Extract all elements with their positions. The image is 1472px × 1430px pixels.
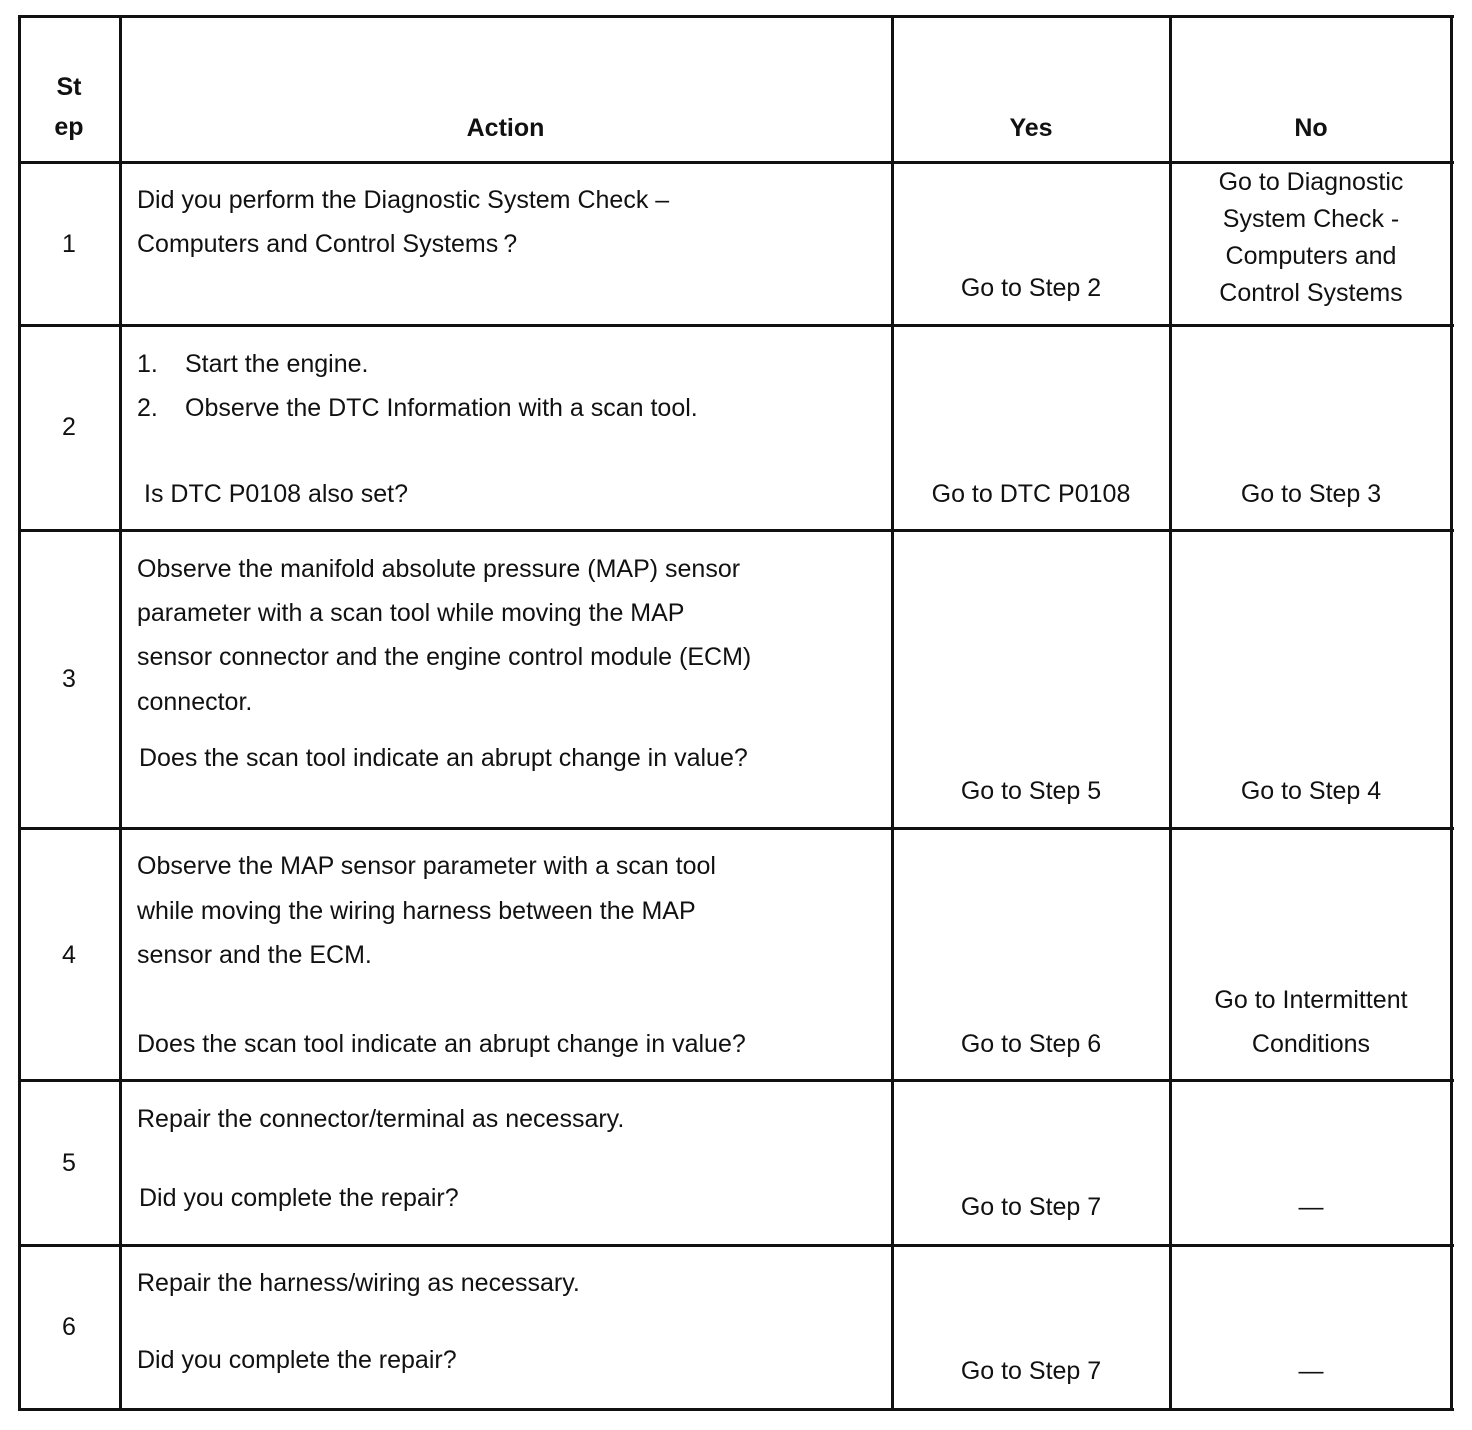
- row-4-no: [1171, 978, 1451, 1066]
- row-1-step: 1: [62, 230, 76, 258]
- rule-row-5-bottom: [18, 1244, 1454, 1247]
- rule-top: [18, 15, 1454, 18]
- row-3-action-line4: connector.: [137, 688, 253, 716]
- row-3-no: Go to Step 4: [1240, 777, 1382, 805]
- row-2-steps-list: [137, 342, 698, 430]
- row-1-no-line2: System Check -: [1222, 205, 1400, 233]
- row-2-yes: Go to DTC P0108: [931, 480, 1131, 508]
- row-2-question: Is DTC P0108 also set?: [144, 480, 409, 508]
- list-item: 1. Start the engine.: [137, 350, 369, 378]
- row-3-question: Does the scan tool indicate an abrupt change in value?: [139, 744, 748, 772]
- rule-row-3-bottom: [18, 827, 1454, 830]
- header-step-line1: St: [56, 73, 82, 101]
- row-5-step: 5: [62, 1149, 76, 1177]
- row-2-no: Go to Step 3: [1240, 480, 1382, 508]
- row-3-action-line1: Observe the manifold absolute pressure (MAP) sensor: [137, 555, 741, 583]
- row-3-step: 3: [62, 665, 76, 693]
- row-5-action: Repair the connector/terminal as necessary.: [137, 1105, 625, 1133]
- list-item: 2. Observe the DTC Information with a scan tool.: [137, 394, 698, 422]
- header-step-line2: ep: [54, 113, 84, 141]
- row-4-action-line3: sensor and the ECM.: [137, 941, 372, 969]
- row-5-no: —: [1298, 1193, 1324, 1221]
- row-4-no-line2: Conditions: [1251, 1030, 1371, 1058]
- diagnostic-table: [18, 15, 1454, 1411]
- row-4-yes: Go to Step 6: [960, 1030, 1102, 1058]
- rule-bottom: [18, 1408, 1454, 1411]
- row-3-action-line3: sensor connector and the engine control module (ECM): [137, 643, 752, 671]
- row-4-action-line1: Observe the MAP sensor parameter with a scan tool: [137, 852, 716, 880]
- row-3-yes: Go to Step 5: [960, 777, 1102, 805]
- row-5-question: Did you complete the repair?: [139, 1184, 459, 1212]
- row-1-no: [1171, 164, 1451, 312]
- row-6-action: Repair the harness/wiring as necessary.: [137, 1269, 580, 1297]
- header-yes: Yes: [1009, 114, 1053, 142]
- row-1-no-line1: Go to Diagnostic: [1218, 168, 1404, 196]
- header-action: Action: [466, 114, 545, 142]
- row-5-yes: Go to Step 7: [960, 1193, 1102, 1221]
- row-1-no-line4: Control Systems: [1219, 279, 1403, 307]
- row-6-question: Did you complete the repair?: [137, 1346, 457, 1374]
- header-no: No: [1294, 114, 1328, 142]
- row-6-step: 6: [62, 1313, 76, 1341]
- row-4-action-line2: while moving the wiring harness between the MAP: [137, 897, 696, 925]
- row-1-action-line2: Computers and Control Systems ?: [137, 230, 518, 258]
- rule-row-1-bottom: [18, 324, 1454, 327]
- row-4-question: Does the scan tool indicate an abrupt change in value?: [137, 1030, 746, 1058]
- row-1-no-line3: Computers and: [1225, 242, 1397, 270]
- row-6-yes: Go to Step 7: [960, 1357, 1102, 1385]
- rule-row-2-bottom: [18, 529, 1454, 532]
- row-2-step: 2: [62, 413, 76, 441]
- row-4-no-line1: Go to Intermittent: [1214, 986, 1408, 1014]
- rule-row-4-bottom: [18, 1079, 1454, 1082]
- row-3-action-line2: parameter with a scan tool while moving the MAP: [137, 599, 685, 627]
- row-4-step: 4: [62, 941, 76, 969]
- row-1-yes: Go to Step 2: [960, 274, 1102, 302]
- row-1-action-line1: Did you perform the Diagnostic System Check –: [137, 186, 670, 214]
- row-6-no: —: [1298, 1357, 1324, 1385]
